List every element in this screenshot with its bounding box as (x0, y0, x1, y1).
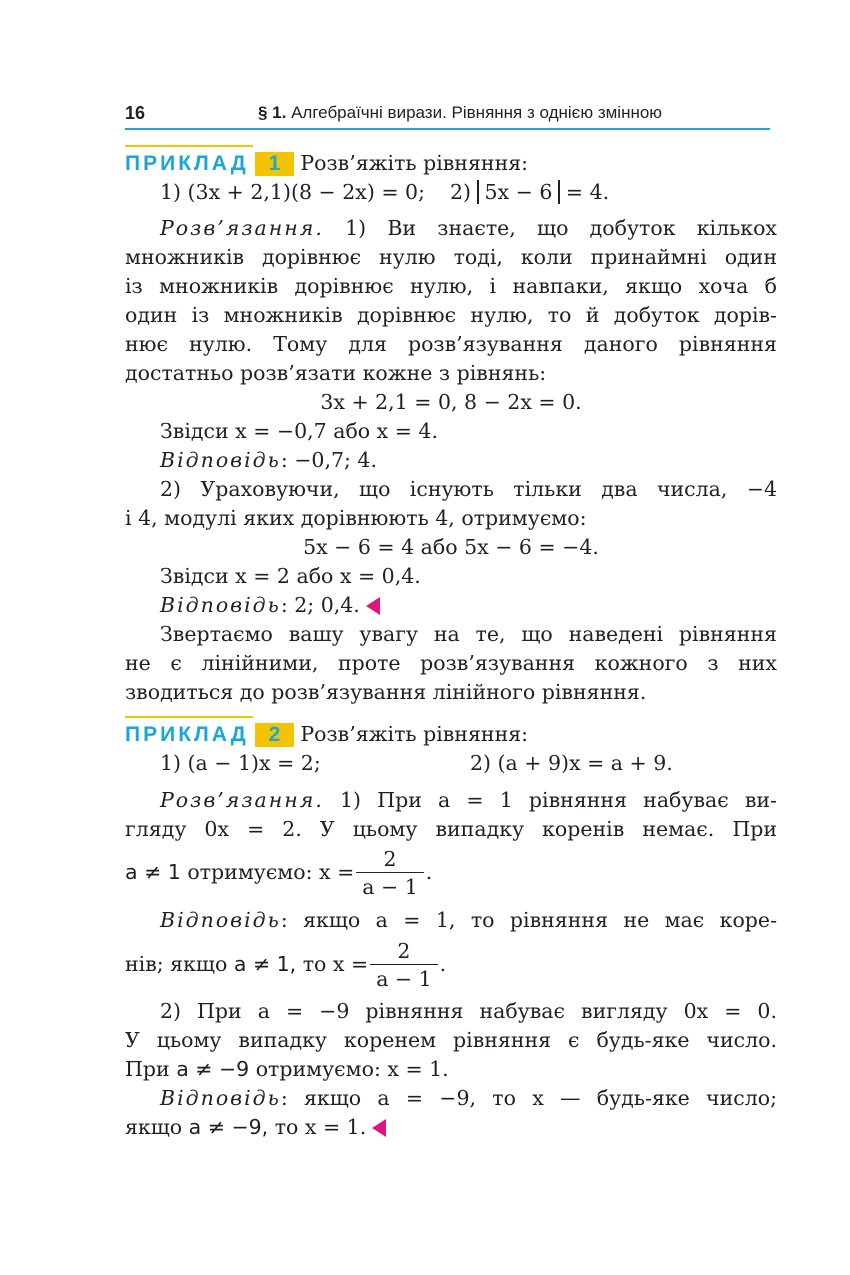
example-label: ПРИКЛАД (125, 149, 249, 178)
fraction (356, 846, 423, 901)
solution-result: Звідси x = 2 або x = 0,4. (160, 564, 421, 588)
answer-line (160, 906, 777, 935)
answer-text: то (296, 952, 333, 976)
note-line: Звертаємо вашу увагу на те, що наведені рівняння (160, 622, 777, 646)
example-2-equations (160, 749, 777, 778)
solution-line: У цьому випадку коренем рівняння є будь-яке число. (125, 1028, 777, 1052)
condition: a ≠ 1 (125, 860, 181, 884)
solution-line: достатньо розв’язати кожне з рівнянь: (125, 361, 547, 385)
solution-label: Розв’язання. (160, 216, 324, 240)
abs-bar-right (558, 180, 560, 204)
abs-bar-left (477, 180, 479, 204)
running-title (258, 103, 662, 123)
solution-text: При (125, 1057, 177, 1081)
solution-line: нює нулю. Тому для розв’язування даного рівняння (125, 332, 777, 356)
equation-1: 1) (3x + 2,1)(8 − 2x) = 0; (160, 180, 425, 204)
fraction-denominator: a − 1 (356, 872, 423, 901)
example-1-heading (125, 149, 777, 178)
answer-text: нів; якщо (125, 952, 234, 976)
answer-text: : якщо a = −9, то x — будь-яке число; (280, 1086, 777, 1110)
example-number: 1 (255, 152, 295, 176)
answer-line (160, 446, 777, 475)
solution-result: Звідси x = −0,7 або x = 4. (160, 419, 438, 443)
solution-line (160, 786, 777, 815)
condition: a ≠ −9, (188, 1115, 269, 1139)
solution-line (160, 214, 777, 243)
solution-fraction-line: a ≠ 1 отримуємо: x = $\frac{2}{a - 1}$ . (125, 847, 433, 899)
end-of-solution-icon (366, 597, 380, 615)
solution-text: отримуємо: (180, 860, 320, 884)
eq-number: 2) (450, 180, 472, 204)
solution-text: 1) Ви знаєте, що добуток кількох (323, 216, 777, 240)
example-2-heading (125, 720, 777, 749)
section-number: § 1. (258, 103, 287, 122)
answer-line (160, 1084, 777, 1113)
answer-label: Відповідь (160, 448, 281, 472)
solution-text: отримуємо: x = 1. (249, 1057, 449, 1081)
solution-line: множників дорівнює нулю тоді, коли принаймні один (125, 245, 777, 269)
centered-equations: 5x − 6 = 4 або 5x − 6 = −4. (303, 535, 599, 559)
example-label: ПРИКЛАД (125, 720, 249, 749)
solution-line: 2) Ураховуючи, що існують тільки два числа, −4 (160, 477, 777, 501)
end-of-solution-icon (372, 1119, 386, 1137)
example-task: Розв’яжіть рівняння: (300, 151, 529, 175)
fraction (370, 938, 437, 993)
solution-line: гляду 0x = 2. У цьому випадку коренів немає. При (125, 817, 777, 841)
note-line: не є лінійними, проте розв’язування кожного з них (125, 651, 777, 675)
solution-line: і 4, модулі яких дорівнюють 4, отримуємо: (125, 506, 587, 530)
fraction-numerator: 2 (383, 847, 397, 871)
answer-text: : 2; 0,4. (280, 593, 360, 617)
answer-fraction-line: нів; якщо a ≠ 1, то x = $\frac{2}{a - 1}$ . (125, 939, 447, 991)
variable: x = (319, 860, 355, 884)
header-rule (125, 128, 770, 130)
solution-line (125, 1055, 777, 1084)
answer-text: : −0,7; 4. (280, 448, 377, 472)
solution-line: 2) При a = −9 рівняння набуває вигляду 0x = 0. (160, 999, 777, 1023)
condition: a ≠ 1, (233, 952, 297, 976)
answer-text: якщо (125, 1115, 189, 1139)
fraction-denominator: a − 1 (370, 964, 437, 993)
example-number: 2 (255, 723, 295, 747)
condition: a ≠ −9 (176, 1057, 250, 1081)
equation-2 (450, 178, 609, 207)
equation-1: 1) (a − 1)x = 2; (160, 751, 321, 775)
equation-2: 2) (a + 9)x = a + 9. (470, 751, 673, 775)
answer-label: Відповідь (160, 908, 281, 932)
solution-line: один із множників дорівнює нулю, то й добуток дорів- (125, 303, 777, 327)
example-task: Розв’яжіть рівняння: (300, 722, 529, 746)
answer-line (125, 1113, 777, 1142)
solution-line: із множників дорівнює нулю, і навпаки, якщо хоча б (125, 274, 777, 298)
solution-label: Розв’язання. (160, 788, 324, 812)
fraction-numerator: 2 (397, 939, 411, 963)
answer-text: : якщо a = 1, то рівняння не має коре- (280, 908, 777, 932)
eq-rhs: = 4. (565, 180, 610, 204)
page-number: 16 (125, 103, 146, 123)
centered-equations: 3x + 2,1 = 0, 8 − 2x = 0. (320, 390, 582, 414)
chapter-title: Алгебраїчні вирази. Рівняння з однією змінною (291, 103, 663, 122)
example-1-equations (160, 178, 777, 207)
answer-text: то x = 1. (268, 1115, 367, 1139)
variable: x = (332, 952, 369, 976)
page-header (125, 100, 770, 130)
note-line: зводиться до розв’язування лінійного рівняння. (125, 680, 647, 704)
solution-text: 1) При a = 1 рівняння набуває ви- (323, 788, 777, 812)
answer-label: Відповідь (160, 593, 281, 617)
answer-label: Відповідь (160, 1086, 281, 1110)
abs-content: 5x − 6 (484, 180, 553, 204)
answer-line (160, 591, 777, 620)
